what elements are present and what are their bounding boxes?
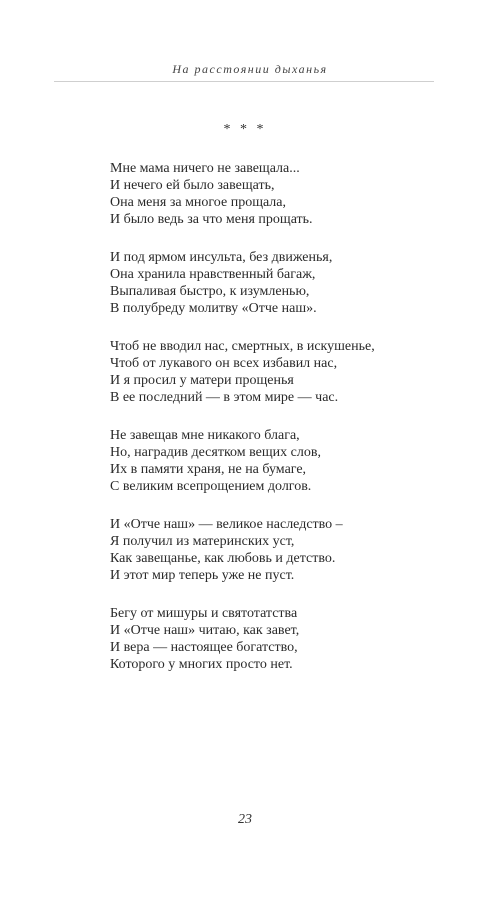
poem-line: С великим всепрощением долгов. — [110, 479, 312, 494]
poem-line: Чтоб от лукавого он всех избавил нас, — [110, 356, 338, 371]
poem-line: Мне мама ничего не завещала... — [110, 161, 300, 176]
poem-line: В ее последний — в этом мире — час. — [110, 390, 339, 405]
stanza-3 — [110, 338, 440, 406]
poem-body — [110, 160, 440, 694]
poem-line: Бегу от мишуры и святотатства — [110, 606, 298, 621]
stanza-1 — [110, 160, 440, 228]
poem-line: Как завещанье, как любовь и детство. — [110, 551, 336, 566]
poem-line: Она меня за многое прощала, — [110, 195, 287, 210]
stanza-2 — [110, 249, 440, 317]
poem-line: И под ярмом инсульта, без движенья, — [110, 250, 333, 265]
poem-line: В полубреду молитву «Отче наш». — [110, 301, 317, 316]
running-head-title: На расстоянии дыханья — [172, 62, 328, 76]
poem-line: Которого у многих просто нет. — [110, 657, 293, 672]
poem-line: И я просил у матери прощенья — [110, 373, 294, 388]
poem-line: И «Отче наш» читаю, как завет, — [110, 623, 300, 638]
poem-line: И этот мир теперь уже не пуст. — [110, 568, 295, 583]
poem-line: И вера — настоящее богатство, — [110, 640, 298, 655]
stanza-4 — [110, 427, 440, 495]
poem-ornament: * * * — [223, 122, 267, 137]
poem-line: И «Отче наш» — великое наследство – — [110, 517, 343, 532]
page-number: 23 — [238, 812, 252, 827]
header-rule — [54, 81, 434, 82]
poem-line: Но, наградив десятком вещих слов, — [110, 445, 321, 460]
poem-line: Я получил из материнских уст, — [110, 534, 295, 549]
poem-line: И было ведь за что меня прощать. — [110, 212, 313, 227]
poem-line: Чтоб не вводил нас, смертных, в искушенье, — [110, 339, 375, 354]
poem-line: Выпаливая быстро, к изумленью, — [110, 284, 310, 299]
poem-line: И нечего ей было завещать, — [110, 178, 275, 193]
poem-line: Она хранила нравственный багаж, — [110, 267, 316, 282]
poem-line: Не завещав мне никакого блага, — [110, 428, 300, 443]
stanza-5 — [110, 516, 440, 584]
stanza-6 — [110, 605, 440, 673]
poem-line: Их в памяти храня, не на бумаге, — [110, 462, 307, 477]
